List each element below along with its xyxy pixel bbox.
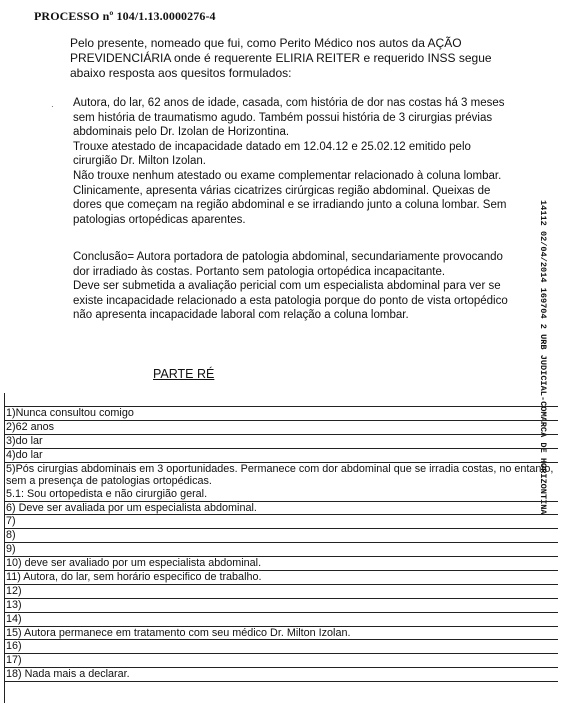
answer-row: 11) Autora, do lar, sem horário especifico de trabalho. xyxy=(4,571,558,585)
answer-row: 8) xyxy=(4,529,558,543)
findings-paragraph: Clinicamente, apresenta várias cicatrizes cirúrgicas região abdominal. Queixas de dores que começam na região abdominal e se irradiando junto a coluna lombar. Sem patologias ortopédicas aparentes. xyxy=(73,184,507,226)
conclusion-paragraph: Conclusão= Autora portadora de patologia abdominal, secundariamente provocando dor irradiado às costas. Portanto sem patologia ortopédica incapacitante. xyxy=(73,251,503,278)
table-left-border xyxy=(4,393,5,703)
answer-row: 18) Nada mais a declarar. xyxy=(4,668,558,682)
bullet-dot: · xyxy=(51,102,54,111)
section-title-parte-re: PARTE RÉ xyxy=(153,367,215,381)
answer-row: 1)Nunca consultou comigo xyxy=(4,407,558,421)
recommendation-paragraph: Deve ser submetida a avaliação pericial com um especialista abdominal para ver se existe incapacidade relacionado a esta patologia porque do ponto de vista ortopédico não apresenta incapacidade laboral com relação a coluna lombar. xyxy=(73,280,508,322)
answer-row: 17) xyxy=(4,654,558,668)
answer-row: 6) Deve ser avaliada por um especialista abdominal. xyxy=(4,502,558,516)
process-number-header: PROCESSO nº 104/1.13.0000276-4 xyxy=(34,9,216,23)
answer-row: 12) xyxy=(4,585,558,599)
findings-paragraph: Trouxe atestado de incapacidade datado em 12.04.12 e 25.02.12 emitido pelo cirurgião Dr. Milton Izolan. xyxy=(73,140,471,168)
answer-row: 13) xyxy=(4,599,558,613)
answer-subtext: 5.1: Sou ortopedista e não cirurgião geral. xyxy=(6,487,208,500)
answer-row: 7) xyxy=(4,515,558,529)
answer-row: 3)do lar xyxy=(4,435,558,449)
answer-row: 14) xyxy=(4,613,558,627)
answer-row: 4)do lar xyxy=(4,449,558,463)
answer-row: 10) deve ser avaliado por um especialista abdominal. xyxy=(4,557,558,571)
answer-row: 15) Autora permanece em tratamento com seu médico Dr. Milton Izolan. xyxy=(4,627,558,641)
answer-row: 16) xyxy=(4,640,558,654)
intro-paragraph: Pelo presente, nomeado que fui, como Perito Médico nos autos da AÇÃO PREVIDENCIÁRIA onde é requerente ELIRIA REITER e requerido INSS segue abaixo resposta aos quesitos formulados: xyxy=(70,36,492,80)
answer-row xyxy=(4,463,558,502)
stamp-text: 14112 02/04/2014 169704 2 URB JUDICIAL-COMARCA DE HORIZONTINA xyxy=(538,200,548,515)
findings-section xyxy=(73,96,513,227)
answer-row: 2)62 anos xyxy=(4,421,558,435)
answer-text: 5)Pós cirurgias abdominais em 3 oportunidades. Permanece com dor abdominal que se irradia costas, no entanto, sem a presença de patologias ortopédicas. xyxy=(6,462,554,488)
answer-row: 9) xyxy=(4,543,558,557)
findings-paragraph: Não trouxe nenhum atestado ou exame complementar relacionado à coluna lombar. xyxy=(73,169,502,182)
conclusion-section xyxy=(73,250,513,323)
answers-table xyxy=(4,406,558,682)
findings-paragraph: Autora, do lar, 62 anos de idade, casada, com história de dor nas costas há 3 meses sem história de traumatismo agudo. Também possui história de 3 cirurgias prévias abdominais pelo Dr. Izolan de Horizontina. xyxy=(73,97,505,139)
